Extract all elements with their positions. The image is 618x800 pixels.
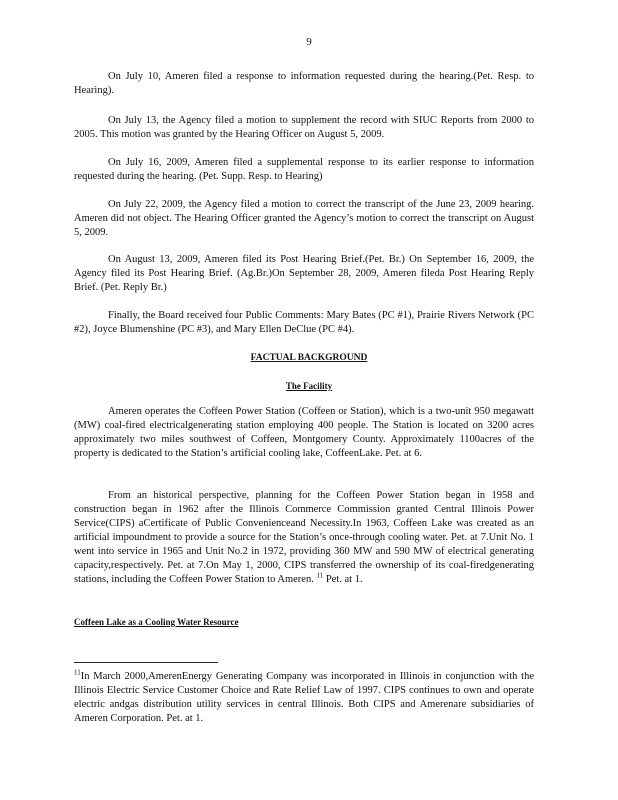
paragraph-history: [74, 489, 534, 587]
paragraph-july-22: On July 22, 2009, the Agency filed a motion to correct the transcript of the June 23, 2009 hearing. Ameren did not object. The Hearing Officer granted the Agency’s motion to correct the transcript on August 5, 2009.: [74, 199, 534, 238]
footnote-divider: [74, 662, 218, 663]
page-number: 9: [306, 36, 312, 48]
footnote-number: 11: [74, 668, 81, 677]
heading-factual-background: FACTUAL BACKGROUND: [250, 353, 368, 363]
paragraph-facility: Ameren operates the Coffeen Power Station (Coffeen or Station), which is a two-unit 950 megawatt (MW) coal-fired electricalgenerating station employing 400 people. The Station is located on 3200 acres approximately two miles southwest of Coffeen, Montgomery County. Approximately 1100acres of the property is dedicated to the Station’s artificial cooling lake, CoffeenLake. Pet. at 6.: [74, 406, 534, 459]
paragraph-public-comments: Finally, the Board received four Public Comments: Mary Bates (PC #1), Prairie Rivers Network (PC #2), Joyce Blumenshine (PC #3), and Mary Ellen DeClue (PC #4).: [74, 310, 534, 335]
heading-the-facility: The Facility: [285, 381, 333, 391]
history-text: From an historical perspective, planning for the Coffeen Power Station began in 1958 and construction began in 1962 after the Illinois Commerce Commission granted Central Illinois Power Service(CIPS) aCertificate of Public Convenienceand Necessity.In 1963, Coffeen Lake was created as an artificial impoundment to provide a source for the Station’s once-through cooling water. Pet. at 7.Unit No. 1 went into service in 1965 and Unit No.2 in 1972, providing 360 MW and 590 MW of electrical generating capacity,respectively. Pet. at 7.On May 1, 2000, CIPS transferred the ownership of its coal-firedgenerating stations, including the Coffeen Power Station to Ameren.: [74, 490, 534, 585]
paragraph-july-10: On July 10, Ameren filed a response to information requested during the hearing.(Pet. Resp. to Hearing).: [74, 71, 534, 96]
paragraph-july-16: On July 16, 2009, Ameren filed a supplemental response to its earlier response to information requested during the hearing. (Pet. Supp. Resp. to Hearing): [74, 157, 534, 182]
footnote: [74, 670, 534, 726]
history-tail: Pet. at 1.: [323, 574, 363, 585]
paragraph-august-13: On August 13, 2009, Ameren filed its Post Hearing Brief.(Pet. Br.) On September 16, 2009, the Agency filed its Post Hearing Brief. (Ag.Br.)On September 28, 2009, Ameren fileda Post Hearing Reply Brief. (Pet. Reply Br.): [74, 254, 534, 293]
heading-coffeen-lake: Coffeen Lake as a Cooling Water Resource: [74, 617, 239, 627]
paragraph-july-13: On July 13, the Agency filed a motion to supplement the record with SIUC Reports from 2000 to 2005. This motion was granted by the Hearing Officer on August 5, 2009.: [74, 115, 534, 140]
footnote-reference: 11: [316, 571, 324, 580]
footnote-text: In March 2000,AmerenEnergy Generating Company was incorporated in Illinois in conjunction with the Illinois Electric Service Customer Choice and Rate Relief Law of 1997. CIPS continues to own and operate electric andgas distribution utility services in central Illinois. Both CIPS and Amerenare subsidiaries of Ameren Corporation. Pet. at 1.: [74, 671, 534, 724]
